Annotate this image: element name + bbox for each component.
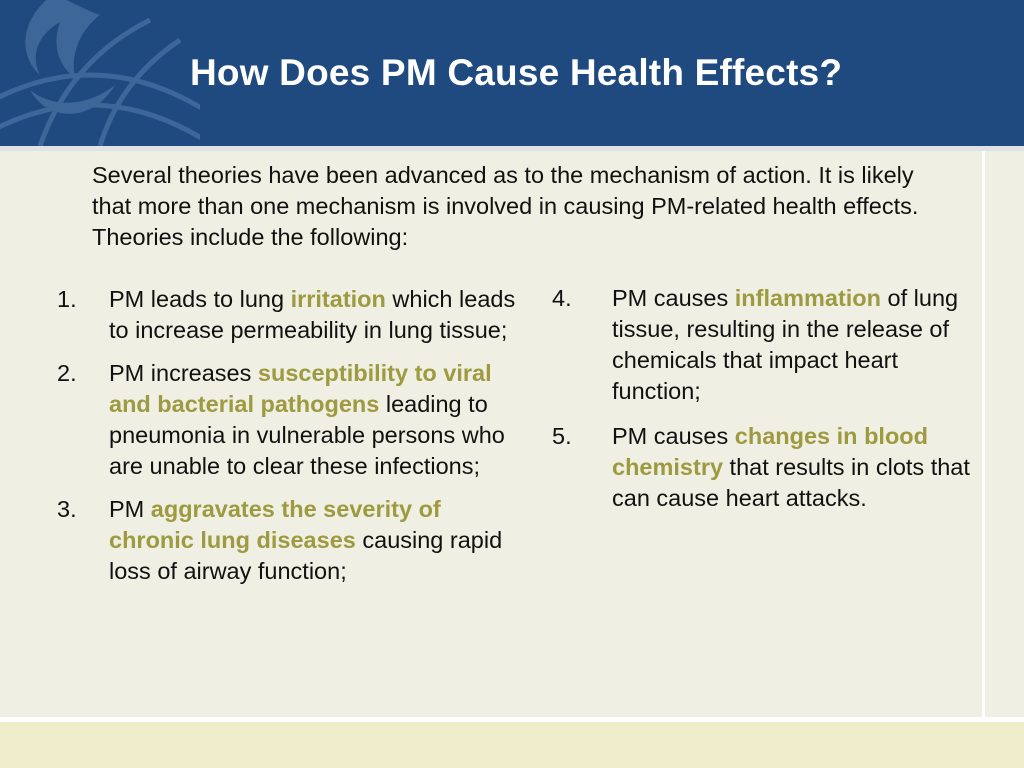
item-highlight: irritation [290, 286, 386, 312]
right-divider [982, 151, 985, 717]
item-text: causing rapid loss of airway function; [109, 527, 503, 584]
item-text: PM leads to lung [109, 286, 291, 312]
theory-list-right [552, 283, 972, 528]
item-highlight: susceptibility to viral and bacterial pathogens [109, 360, 492, 417]
list-item [552, 283, 972, 407]
item-text: of lung tissue, resulting in the release of chemicals that impact heart function; [612, 285, 959, 404]
item-number: 5. [552, 423, 572, 449]
item-text: PM causes [612, 423, 735, 449]
list-item [552, 421, 972, 514]
header-divider [0, 146, 1024, 151]
item-text: leading to pneumonia in vulnerable persons who are unable to clear these infections; [109, 391, 505, 479]
item-number: 4. [552, 285, 572, 311]
item-number: 3. [57, 496, 77, 522]
list-item [57, 284, 527, 346]
item-number: 1. [57, 286, 77, 312]
intro-paragraph: Several theories have been advanced as to the mechanism of action. It is likely that more than one mechanism is involved in causing PM-related health effects. Theories include the following: [92, 162, 919, 250]
slide-title: How Does PM Cause Health Effects? [190, 52, 843, 93]
item-highlight: aggravates the severity of chronic lung diseases [109, 496, 441, 553]
theory-list-left [57, 284, 527, 599]
header-bar [0, 0, 1024, 146]
item-text: PM increases [109, 360, 258, 386]
item-text: PM causes [612, 285, 735, 311]
list-item [57, 494, 527, 587]
flame-globe-logo-icon [0, 0, 200, 146]
item-text: which leads to increase permeability in lung tissue; [109, 286, 516, 343]
footer-bar [0, 722, 1024, 768]
list-item [57, 358, 527, 482]
item-number: 2. [57, 360, 77, 386]
item-highlight: changes in blood chemistry [612, 423, 929, 480]
item-highlight: inflammation [734, 285, 882, 311]
item-text: that results in clots that can cause heart attacks. [612, 454, 970, 511]
item-text: PM [109, 496, 151, 522]
